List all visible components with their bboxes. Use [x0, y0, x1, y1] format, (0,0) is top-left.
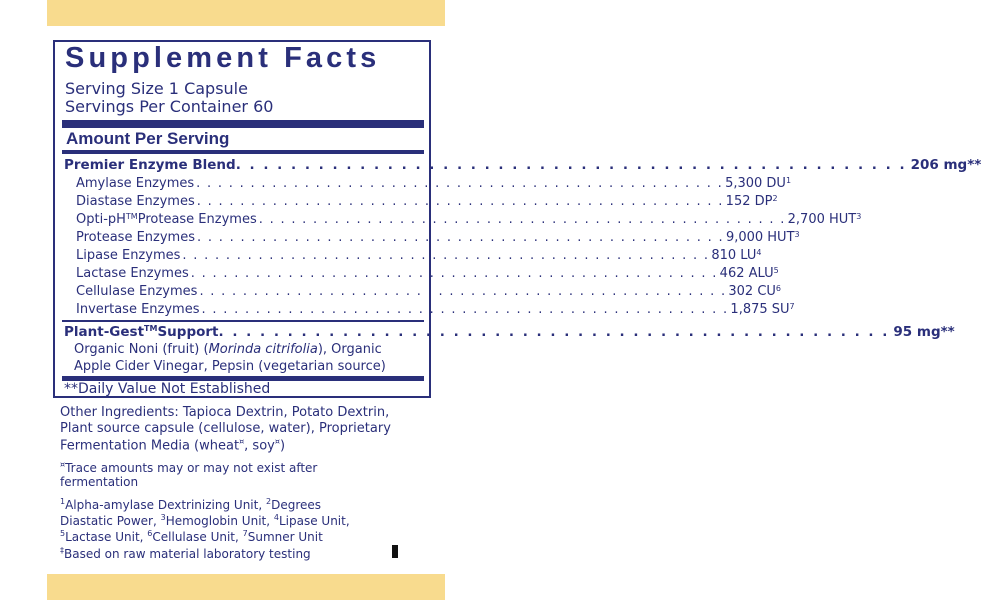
amount-per-serving-heading: Amount Per Serving — [66, 129, 230, 148]
plant-gest-ingredients-line: Apple Cider Vinegar, Pepsin (vegetarian source) — [74, 359, 386, 374]
ingredient-amount: 9,000 HUT — [725, 230, 795, 245]
ingredient-name: Amylase Enzymes — [76, 176, 195, 191]
ingredient-amount: 1,875 SU — [730, 302, 790, 317]
ingredient-row — [76, 248, 762, 263]
footnote-ref: 7 — [789, 302, 795, 311]
servings-per-container: Servings Per Container 60 — [65, 97, 274, 116]
footnote-number: 6 — [147, 529, 153, 538]
leader-dots: . . . . . . . . . . . . . . . . . . . . . . . . . . . . . . . . . . . . . . . . . . . . . . . . . — [218, 324, 890, 340]
other-ingredients-line: Other Ingredients: Tapioca Dextrin, Potato Dextrin, — [60, 405, 390, 420]
text-part: Based on raw material laboratory testing — [64, 547, 311, 561]
ingredient-name: Protease Enzymes — [76, 230, 195, 245]
units-note-line — [60, 529, 323, 544]
top-label-band — [47, 0, 445, 26]
botanical-name: Morinda citrifolia — [208, 342, 318, 357]
bottom-label-band — [47, 574, 445, 600]
ingredient-name: Invertase Enzymes — [76, 302, 200, 317]
plant-gest-row — [64, 324, 955, 340]
blend-name: Premier Enzyme Blend — [64, 157, 236, 173]
footnote-ref: 2 — [772, 194, 778, 203]
leader-dots: . . . . . . . . . . . . . . . . . . . . . . . . . . . . . . . . . . . . . . . . . . . . . . . . . — [197, 230, 724, 245]
panel-title: Supplement Facts — [65, 42, 381, 74]
ingredient-amount: 302 CU — [728, 284, 776, 299]
trace-symbol: ¤ — [274, 437, 280, 446]
units-note-line — [60, 513, 350, 528]
leader-dots: . . . . . . . . . . . . . . . . . . . . . . . . . . . . . . . . . . . . . . . . . . . . . . . . . — [199, 284, 727, 299]
plant-gest-dv-mark: ** — [940, 324, 955, 340]
leader-dots: . . . . . . . . . . . . . . . . . . . . . . . . . . . . . . . . . . . . . . . . . . . . . . . . . — [196, 176, 724, 191]
serving-size: Serving Size 1 Capsule — [65, 79, 248, 98]
trademark-symbol: TM — [125, 212, 138, 221]
footnote-number: 1 — [60, 497, 66, 506]
footnote-ref: 6 — [775, 284, 782, 293]
footnote-number: 3 — [160, 513, 166, 522]
text-part: Organic Noni (fruit) ( — [74, 342, 209, 357]
print-registration-mark — [392, 545, 398, 558]
daily-value-note: **Daily Value Not Established — [64, 381, 271, 397]
text-part: ), Organic — [317, 342, 382, 357]
plant-gest-ingredients-line — [74, 342, 382, 357]
blend-amount: 206 mg — [910, 157, 968, 173]
leader-dots: . . . . . . . . . . . . . . . . . . . . . . . . . . . . . . . . . . . . . . . . . . . . . . . . . — [182, 248, 710, 263]
footnote-ref: 4 — [756, 248, 762, 257]
ingredient-amount: 152 DP — [725, 194, 773, 209]
ingredient-name: Diastase Enzymes — [76, 194, 195, 209]
other-ingredients-line: Plant source capsule (cellulose, water), Proprietary — [60, 421, 391, 436]
text-part: Sumner Unit — [247, 530, 323, 544]
footnote-number: 5 — [60, 529, 66, 538]
ingredient-row — [76, 194, 778, 209]
ingredient-name-part: Opti-pH — [76, 212, 126, 227]
blend-row — [64, 157, 981, 173]
testing-note-line — [60, 546, 311, 561]
ingredient-amount: 462 ALU — [719, 266, 774, 281]
units-note-line — [60, 497, 321, 512]
text-part: , soy — [244, 438, 275, 454]
ingredient-row — [76, 212, 862, 227]
leader-dots: . . . . . . . . . . . . . . . . . . . . . . . . . . . . . . . . . . . . . . . . . . . . . . . . . — [196, 194, 724, 209]
trace-symbol: ¤ — [60, 460, 66, 469]
ingredient-amount: 5,300 DU — [725, 176, 786, 191]
footnote-ref: 1 — [785, 176, 792, 185]
supplement-facts-panel — [53, 40, 981, 398]
thick-divider — [62, 120, 424, 128]
trace-symbol: ¤ — [239, 437, 245, 446]
footnote-ref: 3 — [794, 230, 800, 239]
medium-divider — [62, 150, 424, 154]
ingredient-row — [76, 284, 782, 299]
blend-dv-mark: ** — [967, 157, 981, 173]
plant-gest-name: Plant-Gest — [64, 324, 145, 340]
ingredient-row — [76, 266, 779, 281]
text-part: Cellulase Unit, — [152, 530, 243, 544]
text-part: Hemoglobin Unit, — [165, 514, 274, 528]
leader-dots: . . . . . . . . . . . . . . . . . . . . . . . . . . . . . . . . . . . . . . . . . . . . . . . . . — [190, 266, 718, 281]
leader-dots: . . . . . . . . . . . . . . . . . . . . . . . . . . . . . . . . . . . . . . . . . . . . . . . . . — [201, 302, 729, 317]
ingredient-name-part: Protease Enzymes — [137, 212, 257, 227]
footnote-ref: 3 — [856, 212, 862, 221]
leader-dots: . . . . . . . . . . . . . . . . . . . . . . . . . . . . . . . . . . . . . . . . . . . . . . . . . — [235, 157, 907, 173]
plant-gest-name-rest: Support — [157, 324, 219, 340]
leader-dots: . . . . . . . . . . . . . . . . . . . . . . . . . . . . . . . . . . . . . . . . . . . . . . . . . — [258, 212, 786, 227]
footnote-number: 4 — [273, 513, 279, 522]
trace-note-line: fermentation — [60, 475, 139, 489]
footnote-number: 7 — [242, 529, 248, 538]
trace-note-line — [60, 460, 317, 475]
other-ingredients-line — [60, 437, 285, 453]
section-divider — [62, 320, 424, 322]
text-part: Trace amounts may or may not exist after — [65, 461, 318, 475]
ingredient-row — [76, 230, 800, 245]
text-part: Degrees — [271, 498, 322, 512]
ingredient-amount: 2,700 HUT — [787, 212, 857, 227]
text-part: Alpha-amylase Dextrinizing Unit, — [65, 498, 266, 512]
plant-gest-amount: 95 mg — [893, 324, 941, 340]
text-part: Diastatic Power, — [60, 514, 161, 528]
ingredient-name: Cellulase Enzymes — [76, 284, 198, 299]
ingredient-row — [76, 176, 792, 191]
text-part: Lactase Unit, — [65, 530, 148, 544]
text-part: ) — [279, 438, 286, 454]
text-part: Lipase Unit, — [278, 514, 350, 528]
ingredient-name: Lactase Enzymes — [76, 266, 189, 281]
ingredient-amount: 810 LU — [711, 248, 757, 263]
footnote-number: 2 — [265, 497, 272, 506]
trademark-symbol: TM — [144, 324, 158, 333]
ingredient-name: Lipase Enzymes — [76, 248, 181, 263]
double-dagger-symbol: ‡ — [60, 546, 64, 555]
footnote-ref: 5 — [773, 266, 779, 275]
text-part: Fermentation Media (wheat — [60, 438, 240, 454]
ingredient-row — [76, 302, 795, 317]
